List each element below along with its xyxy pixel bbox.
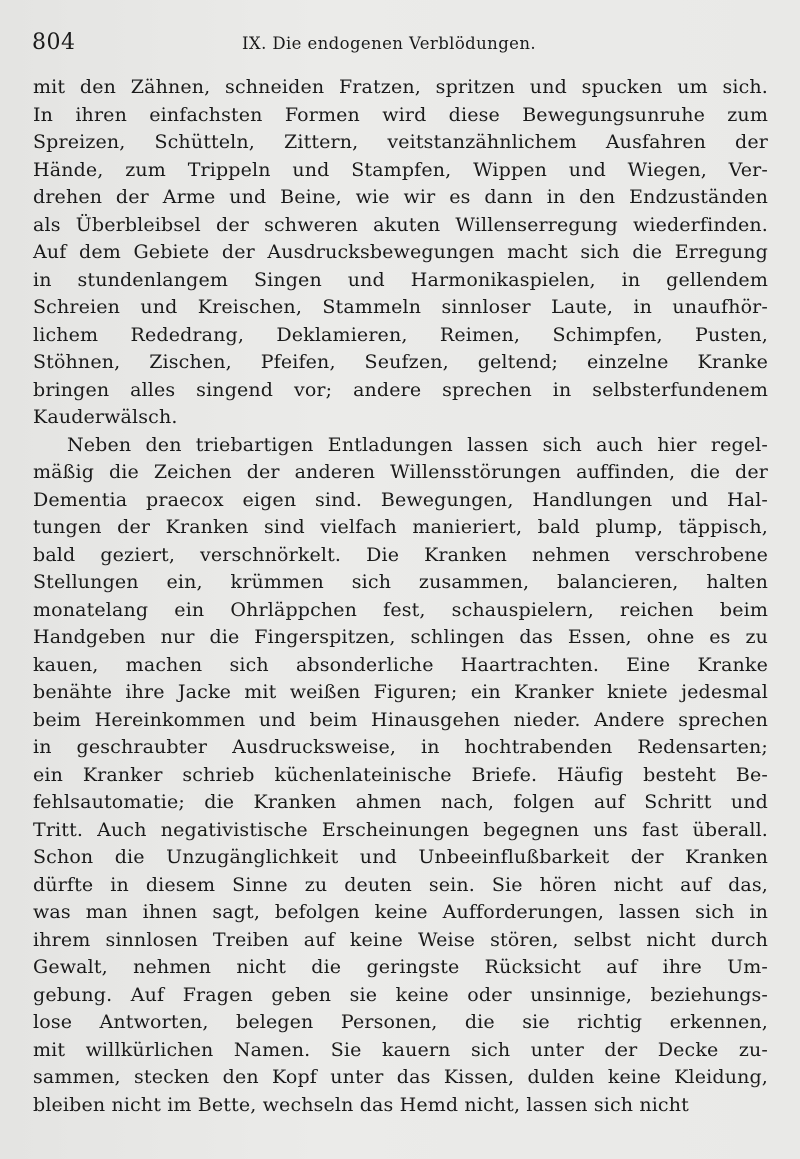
body-text xyxy=(33,74,768,1119)
text-line: als Überbleibsel der schweren akuten Willenserregung wiederfinden. xyxy=(33,213,768,236)
text-line: Neben den triebartigen Entladungen lassen sich auch hier regel- xyxy=(67,433,768,456)
text-line: tungen der Kranken sind vielfach manieriert, bald plump, täppisch, xyxy=(33,516,768,538)
text-line: Stöhnen, Zischen, Pfeifen, Seufzen, geltend; einzelne Kranke xyxy=(33,351,768,373)
text-line: Kauderwälsch. xyxy=(33,406,178,428)
text-line: Handgeben nur die Fingerspitzen, schlingen das Essen, ohne es zu xyxy=(33,626,768,648)
text-line: drehen der Arme und Beine, wie wir es dann in den Endzuständen xyxy=(33,186,768,208)
page-header xyxy=(32,30,764,60)
text-line: Stellungen ein, krümmen sich zusammen, balancieren, halten xyxy=(33,571,768,593)
text-line: Hände, zum Trippeln und Stampfen, Wippen und Wiegen, Ver- xyxy=(33,158,768,181)
text-line: Dementia praecox eigen sind. Bewegungen, Handlungen und Hal- xyxy=(33,488,768,511)
text-line: was man ihnen sagt, befolgen keine Aufforderungen, lassen sich in xyxy=(33,901,768,923)
text-line: fehlsautomatie; die Kranken ahmen nach, folgen auf Schritt und xyxy=(33,791,768,813)
text-line: mäßig die Zeichen der anderen Willensstörungen auffinden, die der xyxy=(33,461,768,483)
text-line: sammen, stecken den Kopf unter das Kissen, dulden keine Kleidung, xyxy=(33,1066,768,1088)
text-line: ein Kranker schrieb küchenlateinische Briefe. Häufig besteht Be- xyxy=(33,763,768,786)
text-line: Auf dem Gebiete der Ausdrucksbewegungen macht sich die Erregung xyxy=(33,241,768,263)
text-line: Schon die Unzugänglichkeit und Unbeeinflußbarkeit der Kranken xyxy=(33,846,768,868)
text-line: mit willkürlichen Namen. Sie kauern sich unter der Decke zu- xyxy=(33,1038,768,1061)
text-line: in geschraubter Ausdrucksweise, in hochtrabenden Redensarten; xyxy=(33,736,768,758)
text-line: In ihren einfachsten Formen wird diese Bewegungsunruhe zum xyxy=(33,103,768,126)
text-line: kauen, machen sich absonderliche Haartrachten. Eine Kranke xyxy=(33,653,768,676)
text-line: bald geziert, verschnörkelt. Die Kranken nehmen verschrobene xyxy=(33,543,768,566)
text-line: mit den Zähnen, schneiden Fratzen, spritzen und spucken um sich. xyxy=(33,76,768,98)
text-line: ihrem sinnlosen Treiben auf keine Weise stören, selbst nicht durch xyxy=(33,928,768,951)
page-number: 804 xyxy=(32,30,76,55)
text-line: in stundenlangem Singen und Harmonikaspielen, in gellendem xyxy=(33,268,768,291)
text-line: lichem Rededrang, Deklamieren, Reimen, Schimpfen, Pusten, xyxy=(33,323,768,346)
text-line: dürfte in diesem Sinne zu deuten sein. Sie hören nicht auf das, xyxy=(33,873,768,896)
text-line: Spreizen, Schütteln, Zittern, veitstanzähnlichem Ausfahren der xyxy=(33,131,768,153)
text-line: Tritt. Auch negativistische Erscheinungen begegnen uns fast überall. xyxy=(33,818,768,841)
text-line: bleiben nicht im Bette, wechseln das Hemd nicht, lassen sich nicht xyxy=(33,1093,689,1116)
text-line: Schreien und Kreischen, Stammeln sinnloser Laute, in unaufhör- xyxy=(33,296,768,318)
text-line: Gewalt, nehmen nicht die geringste Rücksicht auf ihre Um- xyxy=(33,956,768,978)
text-line: benähte ihre Jacke mit weißen Figuren; ein Kranker kniete jedesmal xyxy=(33,681,768,703)
text-line: monatelang ein Ohrläppchen fest, schauspielern, reichen beim xyxy=(33,598,768,621)
text-line: beim Hereinkommen und beim Hinausgehen nieder. Andere sprechen xyxy=(33,708,768,731)
text-line: bringen alles singend vor; andere sprechen in selbsterfundenem xyxy=(33,378,768,401)
running-head: IX. Die endogenen Verblödungen. xyxy=(242,34,536,53)
text-line: lose Antworten, belegen Personen, die sie richtig erkennen, xyxy=(33,1011,768,1033)
text-line: gebung. Auf Fragen geben sie keine oder unsinnige, beziehungs- xyxy=(33,983,768,1006)
